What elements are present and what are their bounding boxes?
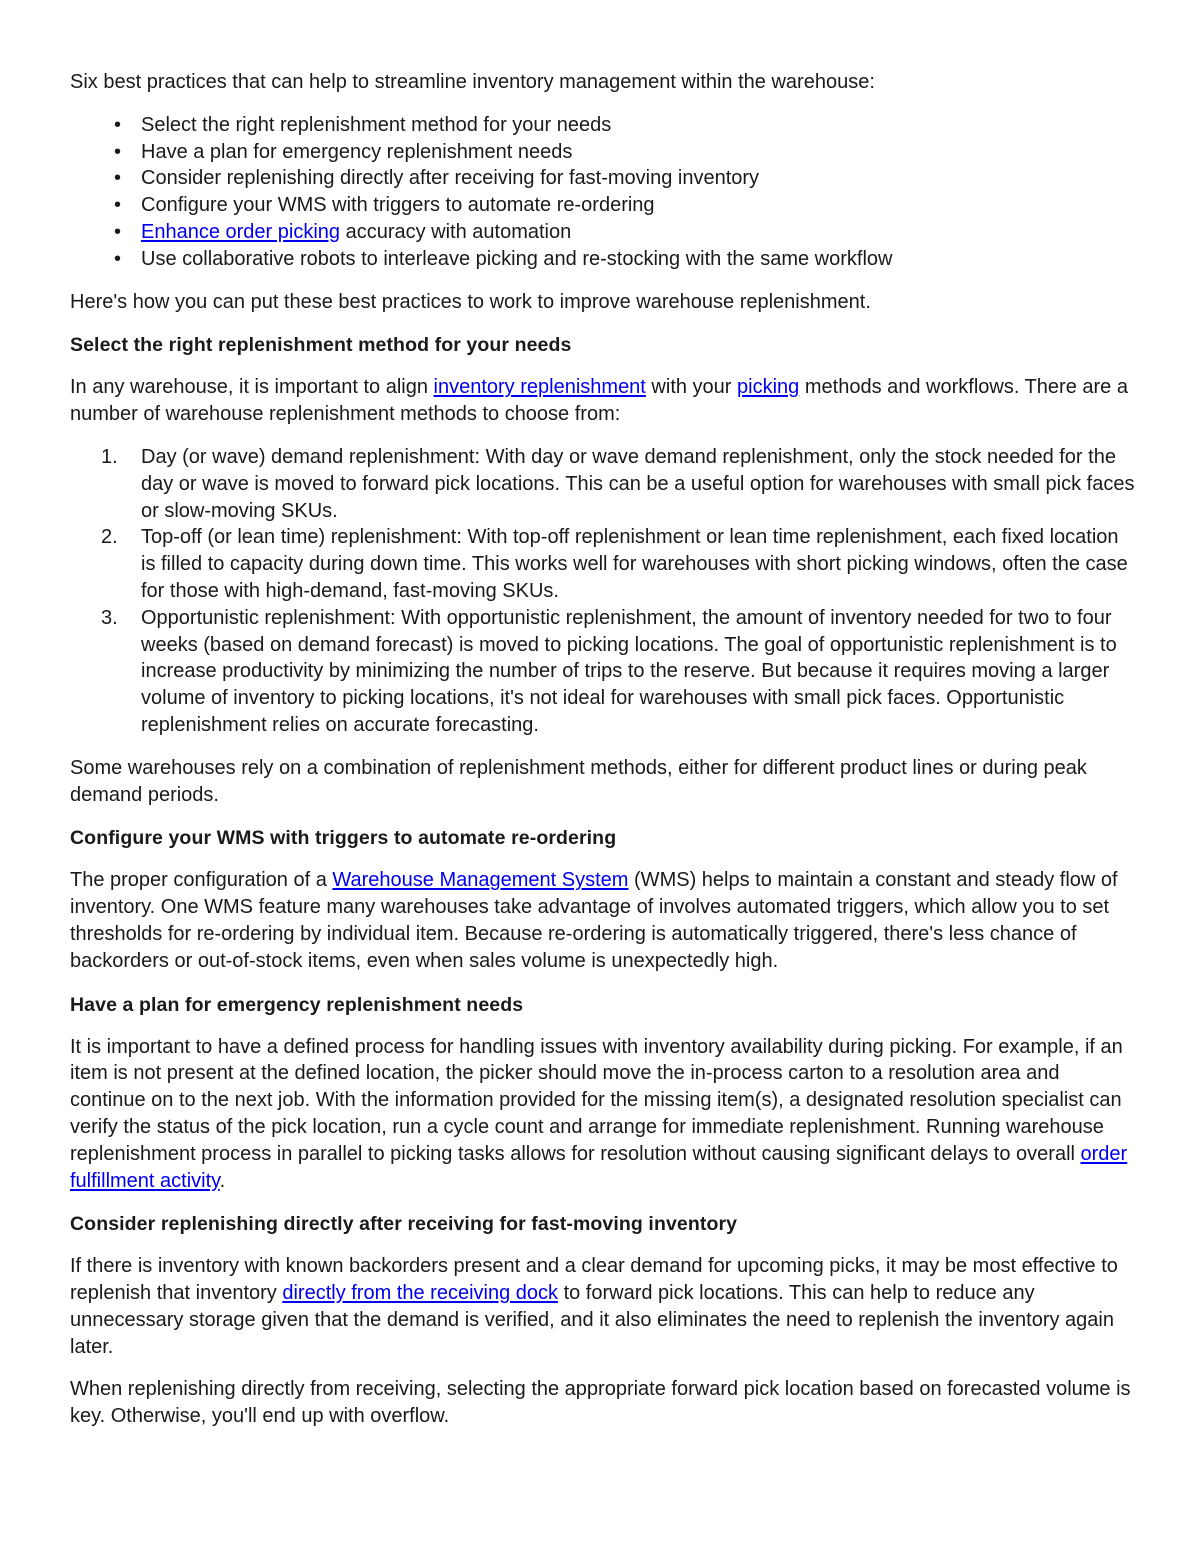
list-item: • Enhance order picking accuracy with automation [70,219,1135,246]
replenishment-methods-list [70,444,1135,739]
bullet-icon: • [114,220,122,243]
section-heading-emergency-replenishment: Have a plan for emergency replenishment needs [70,993,524,1016]
order-fulfillment-activity-link[interactable]: order fulfillment activity [70,1142,1128,1192]
section-heading-replenish-after-receiving: Consider replenishing directly after receiving for fast-moving inventory [70,1213,738,1236]
section-heading-wms-triggers: Configure your WMS with triggers to automate re-ordering [70,827,617,850]
inventory-replenishment-link[interactable]: inventory replenishment [433,376,646,399]
document-body [70,69,1135,1446]
warehouse-management-system-link[interactable]: Warehouse Management System [332,869,629,892]
replenish-after-receiving-paragraph: If there is inventory with known backorders present and a clear demand for upcoming picks, it may be most effective to replenish that inventory directly from the receiving dock to forward pick locations. This can help to reduce any unnecessary storage given that the demand is verified, and it also eliminates the need to replenish the inventory again later. [70,1255,1118,1358]
list-item: 1. Day (or wave) demand replenishment: With day or wave demand replenishment, only the stock needed for the day or wave is moved to forward pick locations. This can be a useful option for warehouses with small pick faces or slow-moving SKUs. [101,445,1135,522]
list-item: • Consider replenishing directly after receiving for fast-moving inventory [70,165,1135,192]
list-item: • Use collaborative robots to interleave picking and re-stocking with the same workflow [70,246,1135,273]
list-item: • Select the right replenishment method for your needs [70,112,1135,139]
bullet-icon: • [114,247,122,270]
list-number: 1. [101,445,118,468]
list-item: 3. Opportunistic replenishment: With opportunistic replenishment, the amount of inventory needed for two to four weeks (based on demand forecast) is moved to picking locations. The goal of opportunistic replenishment is to increase productivity by minimizing the number of trips to the reserve. But because it requires moving a larger volume of inventory to picking locations, it's not ideal for warehouses with small pick faces. Opportunistic replenishment relies on accurate forecasting. [101,606,1117,736]
best-practices-list [70,112,1135,273]
intro-paragraph: Six best practices that can help to streamline inventory management within the warehouse: [70,71,875,93]
bullet-icon: • [114,113,122,136]
bullet-icon: • [114,194,122,217]
emergency-replenishment-paragraph: It is important to have a defined process for handling issues with inventory availability during picking. For example, if an item is not present at the defined location, the picker should move the in-process carton to a resolution area and continue on to the next job. With the information provided for the missing item(s), a designated resolution specialist can verify the status of the pick location, run a cycle count and arrange for immediate replenishment. Running warehouse replenishment process in parallel to picking tasks allows for resolution without causing significant delays to overall order fulfillment activity. [70,1035,1128,1192]
receiving-dock-link[interactable]: directly from the receiving dock [282,1282,559,1305]
wms-triggers-paragraph: The proper configuration of a Warehouse Management System (WMS) helps to maintain a constant and steady flow of inventory. One WMS feature many warehouses take advantage of involves automated triggers, which allow you to set thresholds for re-ordering by individual item. Because re-ordering is automatically triggered, there's less chance of backorders or out-of-stock items, even when sales volume is unexpectedly high. [70,869,1118,972]
bullet-icon: • [114,167,122,190]
list-number: 2. [101,526,118,549]
replenishment-method-paragraph: In any warehouse, it is important to align inventory replenishment with your picking methods and workflows. There are a number of warehouse replenishment methods to choose from: [70,376,1128,426]
list-item: • Configure your WMS with triggers to automate re-ordering [70,192,1135,219]
list-item: • Have a plan for emergency replenishment needs [70,139,1135,166]
replenishment-combination-paragraph: Some warehouses rely on a combination of replenishment methods, either for different product lines or during peak demand periods. [70,756,1087,806]
transition-paragraph: Here's how you can put these best practices to work to improve warehouse replenishment. [70,290,871,313]
list-number: 3. [101,606,118,629]
enhance-order-picking-link[interactable]: Enhance order picking [141,220,341,243]
forward-pick-location-paragraph: When replenishing directly from receiving, selecting the appropriate forward pick location based on forecasted volume is key. Otherwise, you'll end up with overflow. [70,1378,1131,1428]
bullet-icon: • [114,140,122,163]
picking-link[interactable]: picking [737,376,800,399]
section-heading-replenishment-method: Select the right replenishment method for your needs [70,334,572,357]
list-item: 2. Top-off (or lean time) replenishment: With top-off replenishment or lean time replenishment, each fixed location is filled to capacity during down time. This works well for warehouses with short picking windows, often the case for those with high-demand, fast-moving SKUs. [101,526,1128,602]
